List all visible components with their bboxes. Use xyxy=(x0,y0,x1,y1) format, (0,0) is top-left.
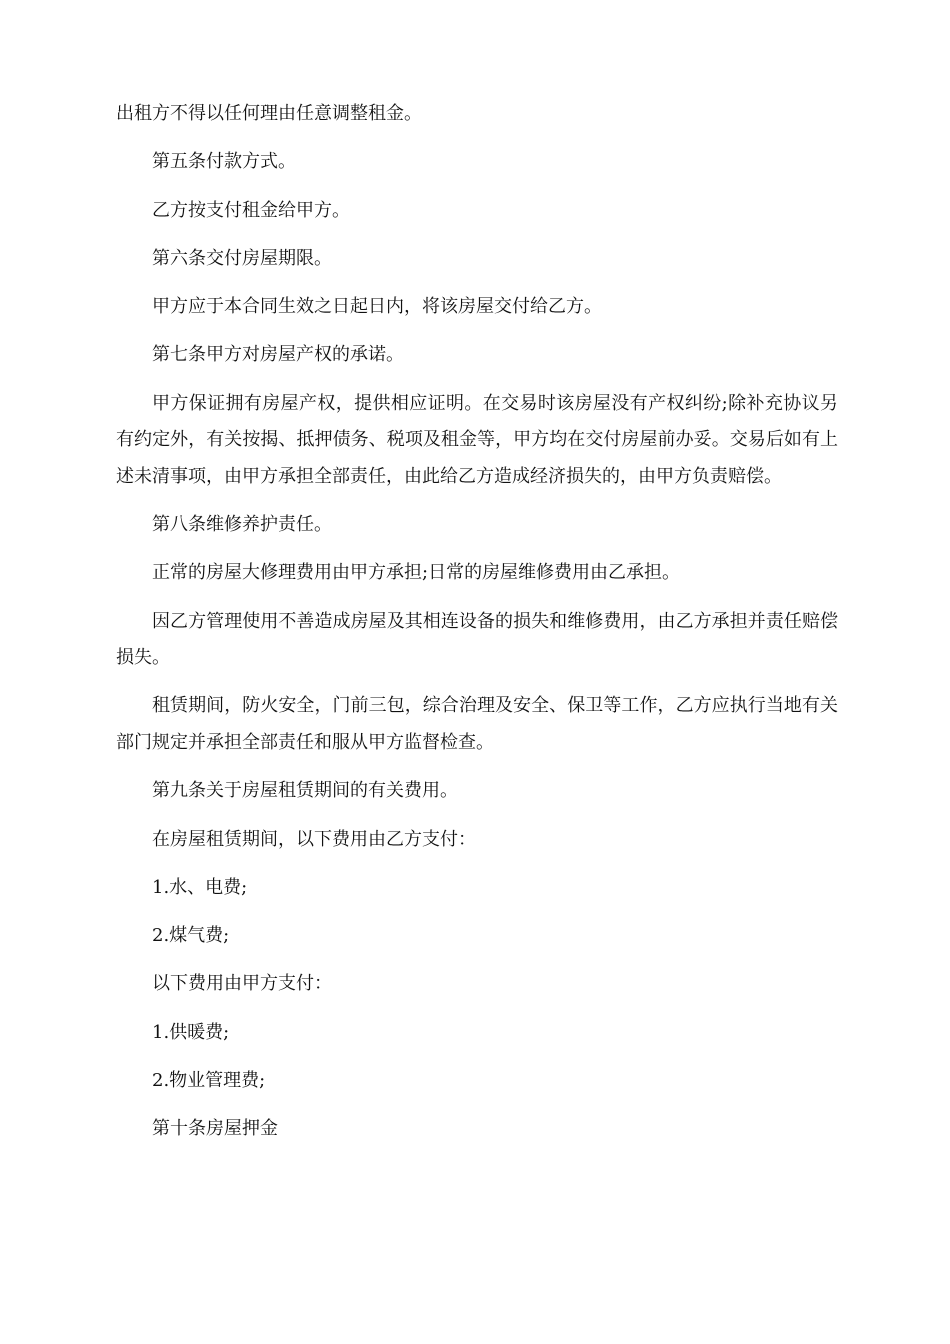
paragraph-repair-costs: 正常的房屋大修理费用由甲方承担;日常的房屋维修费用由乙承担。 xyxy=(152,562,681,584)
list-item-gas: 2.煤气费; xyxy=(152,925,230,947)
paragraph-damage-liability: 因乙方管理使用不善造成房屋及其相连设备的损失和维修费用，由乙方承担并责任赔偿损失。 xyxy=(116,610,838,669)
heading-article-10: 第十条房屋押金 xyxy=(152,1118,278,1140)
paragraph-payment: 乙方按支付租金给甲方。 xyxy=(152,199,350,221)
paragraph-property-rights: 甲方保证拥有房屋产权，提供相应证明。在交易时该房屋没有产权纠纷;除补充协议另有约定外，有关按揭、抵押债务、税项及租金等，甲方均在交付房屋前办妥。交易后如有上述未清事项，由甲方承担全部责任，由此给乙方造成经济损失的，由甲方负责赔偿。 xyxy=(116,392,838,487)
heading-article-6: 第六条交付房屋期限。 xyxy=(152,247,332,269)
paragraph-safety-duties: 租赁期间，防火安全，门前三包，综合治理及安全、保卫等工作，乙方应执行当地有关部门规定并承担全部责任和服从甲方监督检查。 xyxy=(116,695,838,753)
list-item-heating: 1.供暖费; xyxy=(152,1021,230,1043)
document-body xyxy=(116,96,838,1160)
paragraph-landlord-pays: 以下费用由甲方支付： xyxy=(152,973,332,995)
paragraph-delivery: 甲方应于本合同生效之日起日内，将该房屋交付给乙方。 xyxy=(152,296,602,318)
list-item-utilities: 1.水、电费; xyxy=(152,876,248,898)
heading-article-7: 第七条甲方对房屋产权的承诺。 xyxy=(152,344,404,366)
heading-article-5: 第五条付款方式。 xyxy=(152,151,296,173)
heading-article-8: 第八条维修养护责任。 xyxy=(152,514,332,536)
list-item-property-management: 2.物业管理费; xyxy=(152,1070,266,1092)
paragraph-rent-adjustment: 出租方不得以任何理由任意调整租金。 xyxy=(116,103,422,124)
heading-article-9: 第九条关于房屋租赁期间的有关费用。 xyxy=(152,780,458,802)
paragraph-tenant-pays: 在房屋租赁期间，以下费用由乙方支付： xyxy=(152,828,476,850)
